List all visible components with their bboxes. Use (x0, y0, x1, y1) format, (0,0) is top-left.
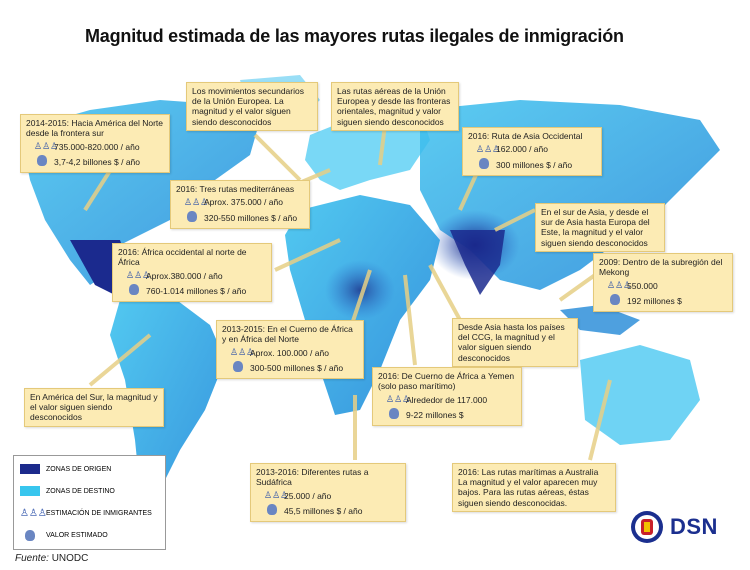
people-value: 735.000-820.000 / año (54, 141, 140, 152)
callout-south-africa (250, 463, 406, 522)
callout-south-asia (535, 203, 665, 252)
money-bag-icon (184, 211, 200, 225)
people-icon: ♙♙♙ (34, 141, 59, 152)
people-value: Aprox.380.000 / año (146, 270, 223, 281)
people-value: Alrededor de 117.000 (406, 394, 488, 405)
callout-heading: 2013-2016: Diferentes rutas a Sudáfrica (256, 467, 369, 488)
coat-of-arms-icon (630, 510, 664, 544)
money-bag-icon (230, 361, 246, 375)
people-icon: ♙♙♙ (184, 197, 209, 208)
money-value: 760-1.014 millones $ / año (146, 285, 247, 296)
map-legend (13, 455, 166, 550)
callout-mediterranean (170, 180, 310, 229)
callout-heading: 2016: África occidental al norte de África (118, 247, 247, 268)
callout-text: Los movimientos secundarios de la Unión Europea. La magnitud y el valor siguen siendo desconocidos (192, 86, 304, 127)
money-bag-icon (126, 284, 142, 298)
legend-migrants-label: ESTIMACIÓN DE INMIGRANTES (46, 509, 152, 517)
legend-migrants (20, 508, 152, 518)
money-bag-icon (386, 408, 402, 422)
destination-swatch (20, 486, 40, 496)
callout-horn-africa (216, 320, 364, 379)
callout-yemen (372, 367, 522, 426)
money-value: 320-550 millones $ / año (204, 212, 298, 223)
callout-australia (452, 463, 616, 512)
callout-text: En el sur de Asia, y desde el sur de Asia hasta Europa del Este, la magnitud y el valor siguen siendo desconocidos (541, 207, 650, 248)
callout-heading: 2016: De Cuerno de África a Yemen (solo paso marítimo) (378, 371, 515, 392)
money-bag-icon (34, 155, 50, 169)
callout-text: En América del Sur, la magnitud y el valor siguen siendo desconocidos (30, 392, 158, 423)
people-icon: ♙♙♙ (230, 347, 255, 358)
callout-heading: 2016: Tres rutas mediterráneas (176, 184, 295, 194)
legend-value-label: VALOR ESTIMADO (46, 531, 108, 539)
callout-west-africa (112, 243, 272, 302)
people-icon: ♙♙♙ (20, 508, 47, 519)
legend-value (20, 530, 108, 540)
money-bag-icon (264, 504, 280, 518)
people-value: 25.000 / año (284, 490, 332, 501)
people-icon: ♙♙♙ (126, 270, 151, 281)
dsn-logo (630, 510, 718, 544)
callout-mekong (593, 253, 733, 312)
people-icon: ♙♙♙ (476, 144, 501, 155)
people-value: 550.000 (627, 280, 658, 291)
callout-heading: 2014-2015: Hacia América del Norte desde la frontera sur (26, 118, 164, 139)
legend-origin (20, 464, 111, 474)
source-label: Fuente: (15, 553, 49, 564)
callout-heading: 2009: Dentro de la subregión del Mekong (599, 257, 723, 278)
money-value: 45,5 millones $ / año (284, 505, 363, 516)
source-name: UNODC (51, 553, 89, 564)
callout-eu-air (331, 82, 459, 131)
callout-heading: 2013-2015: En el Cuerno de África y en África del Norte (222, 324, 353, 345)
callout-heading: 2016: Ruta de Asia Occidental (468, 131, 583, 141)
origin-swatch (20, 464, 40, 474)
money-value: 192 millones $ (627, 295, 682, 306)
legend-destination (20, 486, 115, 496)
callout-west-asia (462, 127, 602, 176)
legend-destination-label: ZONAS DE DESTINO (46, 487, 115, 495)
money-bag-icon (607, 294, 623, 308)
callout-text: 2016: Las rutas marítimas a Australia La magnitud y el valor aparecen muy bajos. Para las rutas aéreas, éstas siguen siendo desconocidas. (458, 467, 599, 508)
people-value: Aprox. 100.000 / año (250, 347, 329, 358)
origin-africa (325, 260, 395, 320)
money-bag-icon (20, 530, 40, 540)
money-value: 3,7-4,2 billones $ / año (54, 156, 141, 167)
money-value: 9-22 millones $ (406, 409, 464, 420)
money-value: 300 millones $ / año (496, 159, 573, 170)
logo-text: DSN (670, 514, 718, 539)
legend-origin-label: ZONAS DE ORIGEN (46, 465, 112, 473)
callout-gcc (452, 318, 578, 367)
people-icon: ♙♙♙ (264, 490, 289, 501)
people-value: Aprox. 375.000 / año (204, 197, 283, 208)
callout-eu-secondary (186, 82, 318, 131)
people-icon: ♙♙♙ (386, 394, 411, 405)
money-value: 300-500 millones $ / año (250, 362, 344, 373)
callout-text: Las rutas aéreas de la Unión Europea y desde las fronteras orientales, magnitud y valor siguen siendo desconocidos (337, 86, 451, 127)
map-title: Magnitud estimada de las mayores rutas ilegales de inmigración (85, 26, 624, 46)
money-bag-icon (476, 158, 492, 172)
callout-south-america (24, 388, 164, 427)
source-note (15, 553, 88, 564)
callout-north-america (20, 114, 170, 173)
callout-text: Desde Asia hasta los países del CCG, la magnitud y el valor siguen siendo desconocidos (458, 322, 565, 363)
people-icon: ♙♙♙ (607, 280, 632, 291)
people-value: 162.000 / año (496, 144, 548, 155)
